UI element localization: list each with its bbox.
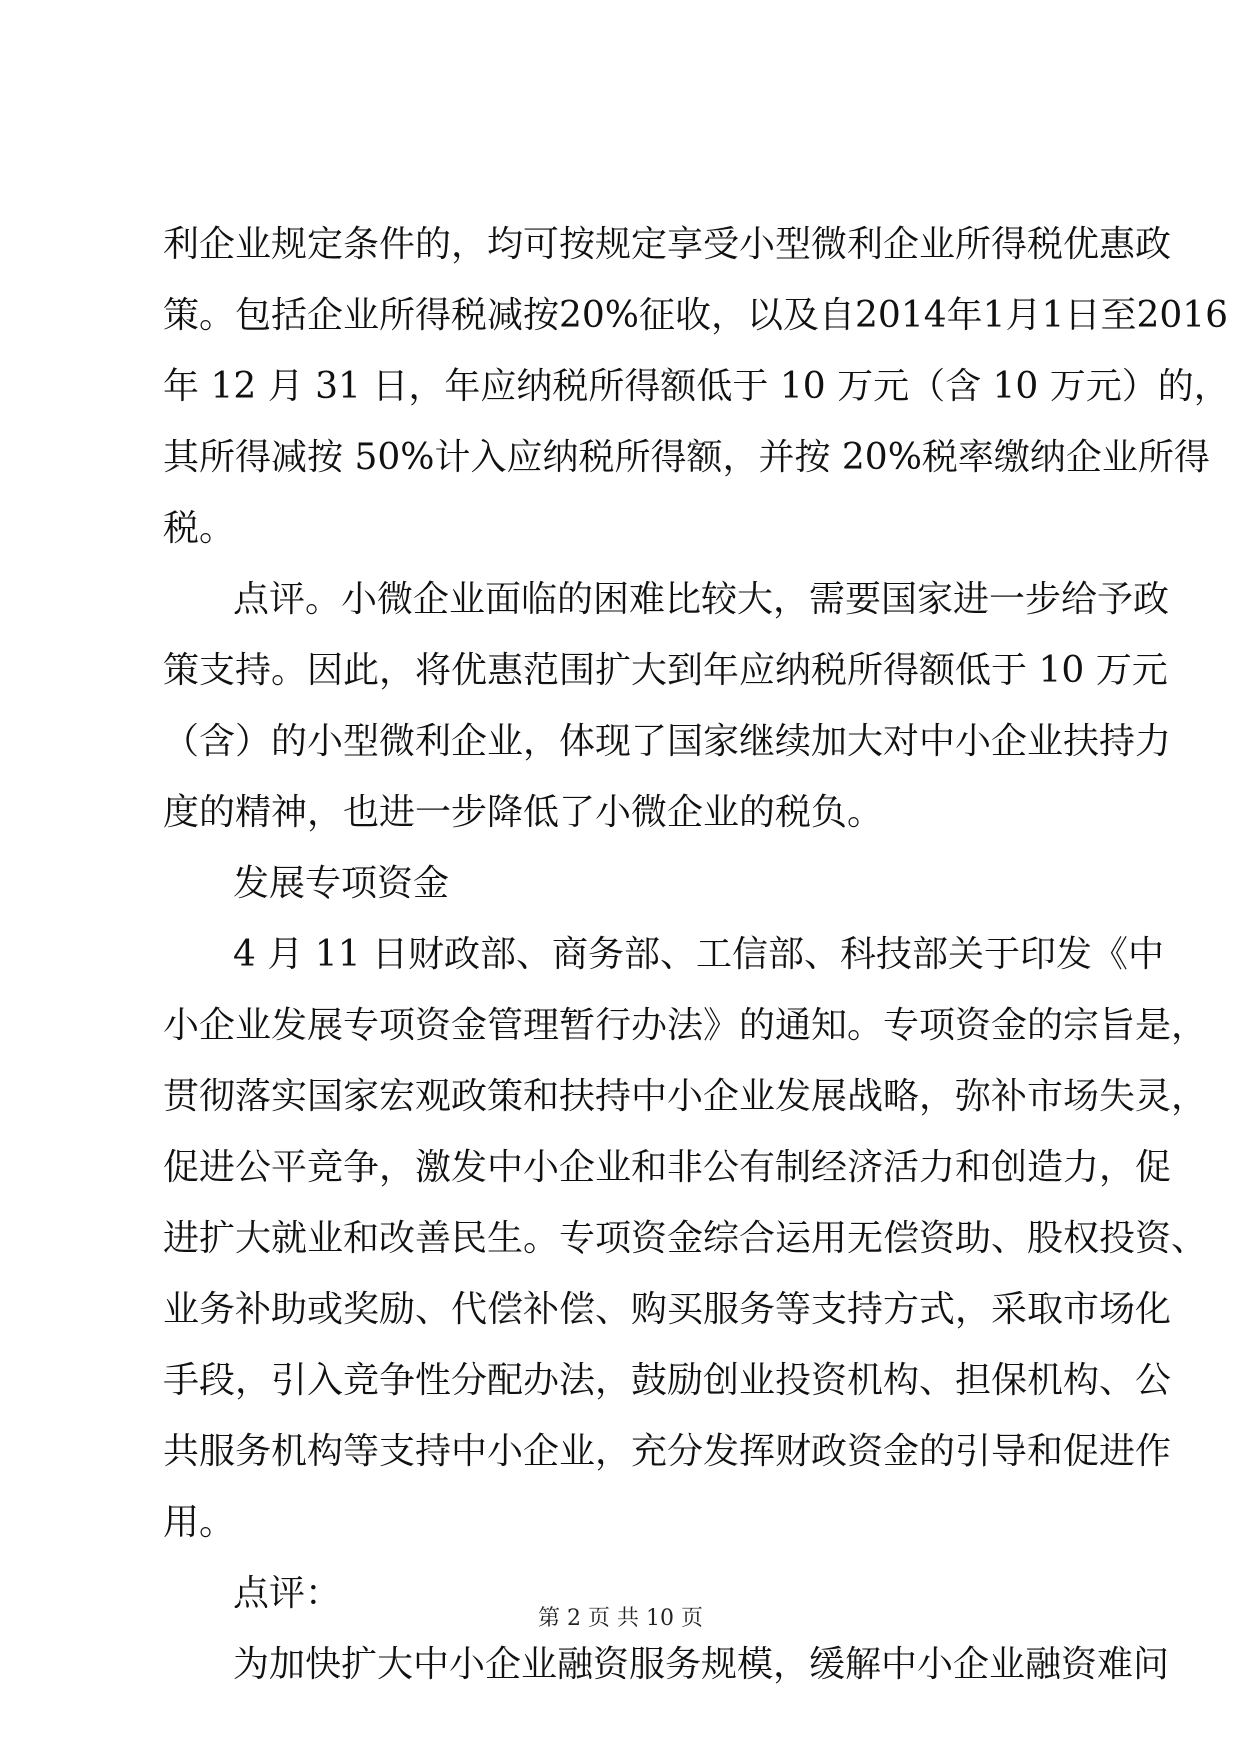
text-line: （含）的小型微利企业，体现了国家继续加大对中小企业扶持力 — [163, 721, 1172, 762]
text-line: 策。包括企业所得税减按20%征收，以及自2014年1月1日至2016 — [163, 295, 1229, 336]
text-line: 度的精神，也进一步降低了小微企业的税负。 — [163, 792, 884, 833]
text-line: 小企业发展专项资金管理暂行办法》的通知。专项资金的宗旨是， — [163, 1005, 1208, 1046]
text-line: 共服务机构等支持中小企业，充分发挥财政资金的引导和促进作 — [163, 1431, 1172, 1472]
text-line: 点评： — [233, 1573, 342, 1614]
text-line: 点评。小微企业面临的困难比较大，需要国家进一步给予政 — [233, 579, 1170, 620]
text-line: 4 月 11 日财政部、商务部、工信部、科技部关于印发《中 — [233, 934, 1165, 975]
text-line: 为加快扩大中小企业融资服务规模，缓解中小企业融资难问 — [233, 1644, 1170, 1685]
text-line: 手段，引入竞争性分配办法，鼓励创业投资机构、担保机构、公 — [163, 1360, 1172, 1401]
text-line: 促进公平竞争，激发中小企业和非公有制经济活力和创造力，促 — [163, 1147, 1172, 1188]
text-line: 贯彻落实国家宏观政策和扶持中小企业发展战略，弥补市场失灵， — [163, 1076, 1208, 1117]
text-line: 进扩大就业和改善民生。专项资金综合运用无偿资助、股权投资、 — [163, 1218, 1208, 1259]
section-heading: 发展专项资金 — [233, 863, 450, 904]
text-line: 用。 — [163, 1502, 236, 1543]
text-line: 业务补助或奖励、代偿补偿、购买服务等支持方式，采取市场化 — [163, 1289, 1172, 1330]
text-line: 利企业规定条件的，均可按规定享受小型微利企业所得税优惠政 — [163, 224, 1172, 265]
text-line: 策支持。因此，将优惠范围扩大到年应纳税所得额低于 10 万元 — [163, 650, 1168, 691]
text-line: 税。 — [163, 508, 236, 549]
page-number-footer: 第 2 页 共 10 页 — [538, 1606, 703, 1631]
text-line: 其所得减按 50%计入应纳税所得额，并按 20%税率缴纳企业所得 — [163, 437, 1210, 478]
text-line: 年 12 月 31 日，年应纳税所得额低于 10 万元（含 10 万元）的， — [163, 366, 1230, 407]
